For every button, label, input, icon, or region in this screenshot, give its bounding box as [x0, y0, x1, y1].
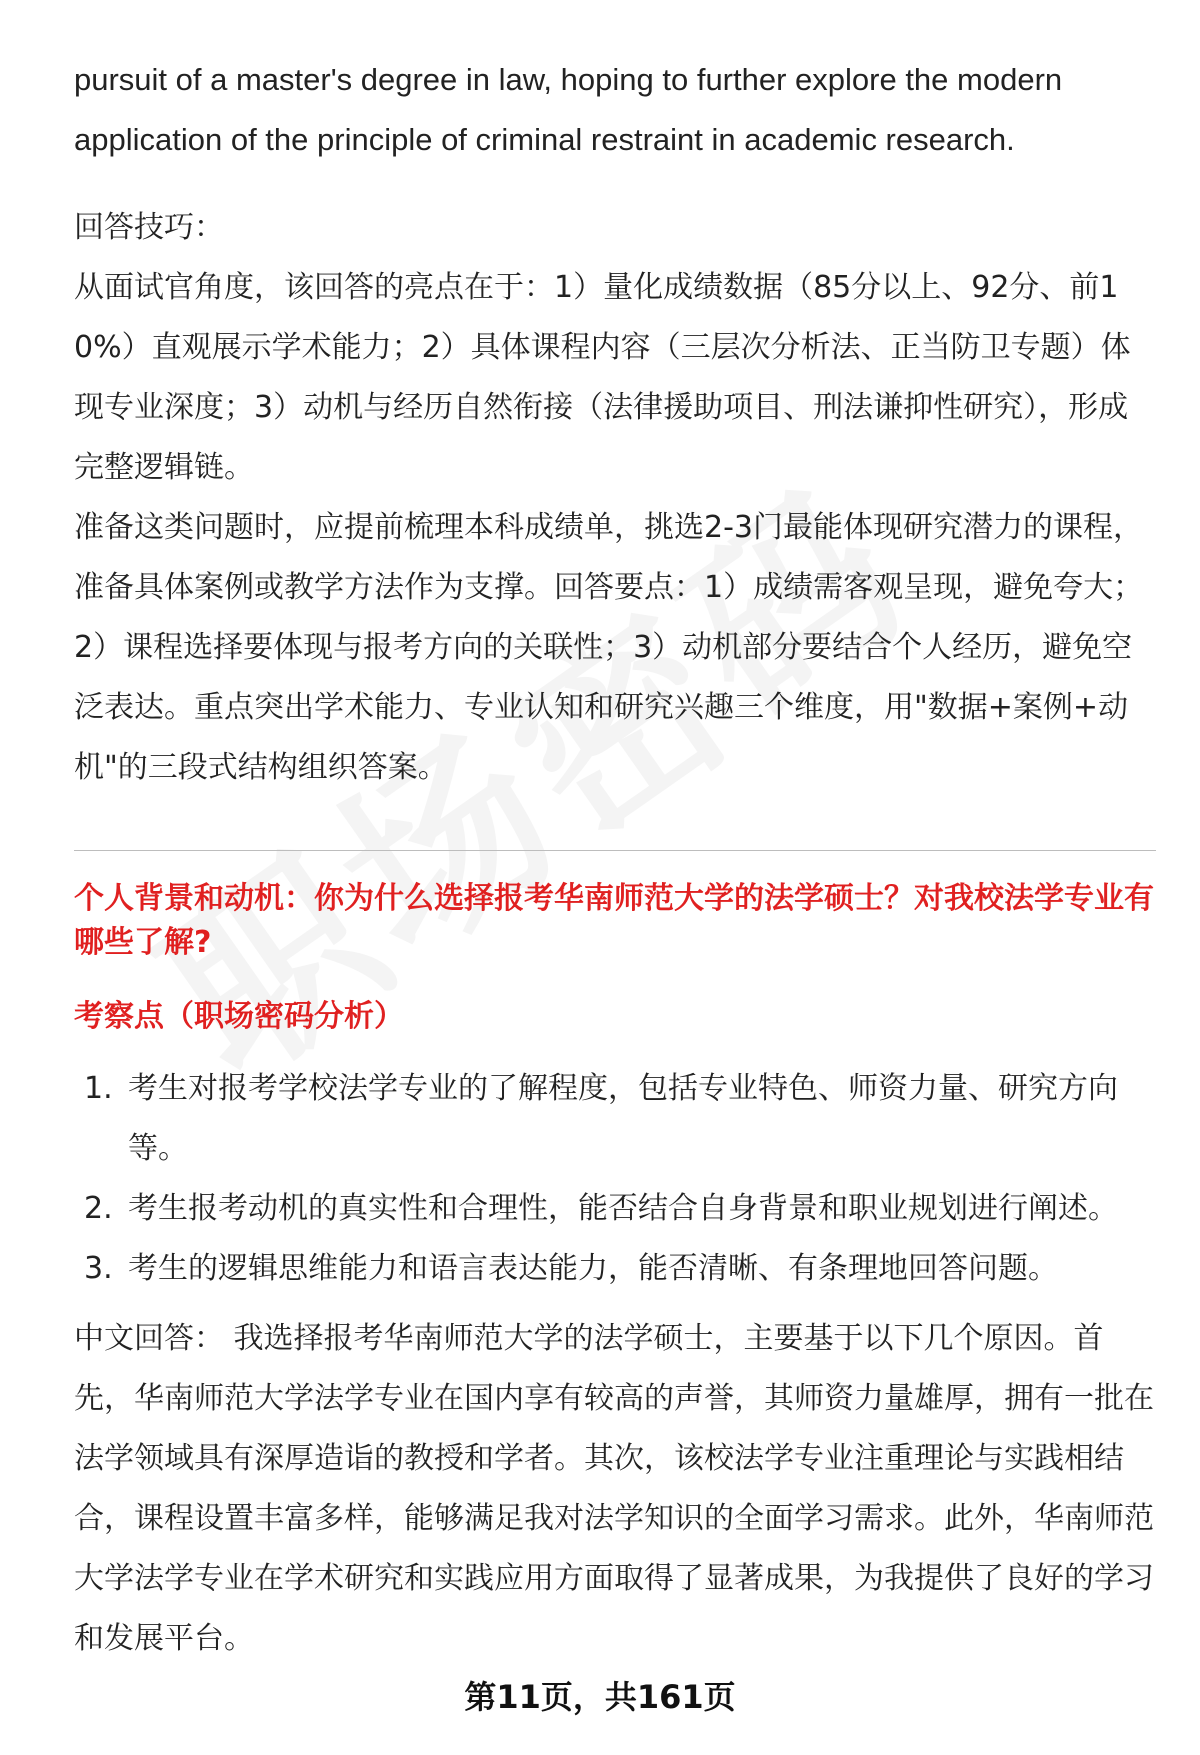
intro-paragraph: pursuit of a master's degree in law, hoping to further explore the modern application of the principle of criminal restraint in academic research. [74, 62, 1063, 157]
assessment-points [74, 1059, 1156, 1299]
list-text: 考生的逻辑思维能力和语言表达能力，能否清晰、有条理地回答问题。 [128, 1251, 1058, 1286]
list-number: 1. [84, 1071, 113, 1106]
list-text: 考生对报考学校法学专业的了解程度，包括专业特色、师资力量、研究方向等。 [128, 1071, 1118, 1166]
answer-paragraph: 中文回答： 我选择报考华南师范大学的法学硕士，主要基于以下几个原因。首先，华南师范大学法学专业在国内享有较高的声誉，其师资力量雄厚，拥有一批在法学领域具有深厚造诣的教授和学者。其次，该校法学专业注重理论与实践相结合，课程设置丰富多样，能够满足我对法学知识的全面学习需求。此外，华南师范大学法学专业在学术研究和实践应用方面取得了显著成果，为我提供了良好的学习和发展平台。 [74, 1321, 1154, 1656]
assessment-heading: 考察点（职场密码分析） [74, 999, 404, 1034]
list-item [74, 1239, 1156, 1299]
section-divider [74, 850, 1156, 851]
page-number: 第11页，共161页 [464, 1678, 736, 1716]
list-text: 考生报考动机的真实性和合理性，能否结合自身背景和职业规划进行阐述。 [128, 1191, 1118, 1226]
list-item [74, 1059, 1156, 1179]
list-number: 2. [84, 1191, 113, 1226]
list-number: 3. [84, 1251, 113, 1286]
tips-paragraph-2: 准备这类问题时，应提前梳理本科成绩单，挑选2-3门最能体现研究潜力的课程，准备具体案例或教学方法作为支撑。回答要点：1）成绩需客观呈现，避免夸大；2）课程选择要体现与报考方向的关联性；3）动机部分要结合个人经历，避免空泛表达。重点突出学术能力、专业认知和研究兴趣三个维度，用"数据+案例+动机"的三段式结构组织答案。 [74, 510, 1144, 785]
document-page [74, 0, 1156, 1669]
tips-label: 回答技巧： [74, 210, 224, 245]
tips-paragraph-1: 从面试官角度，该回答的亮点在于：1）量化成绩数据（85分以上、92分、前10%）直观展示学术能力；2）具体课程内容（三层次分析法、正当防卫专题）体现专业深度；3）动机与经历自然衔接（法律援助项目、刑法谦抑性研究），形成完整逻辑链。 [74, 270, 1131, 485]
question-title: 个人背景和动机：你为什么选择报考华南师范大学的法学硕士？对我校法学专业有哪些了解? [74, 881, 1154, 960]
list-item [74, 1179, 1156, 1239]
